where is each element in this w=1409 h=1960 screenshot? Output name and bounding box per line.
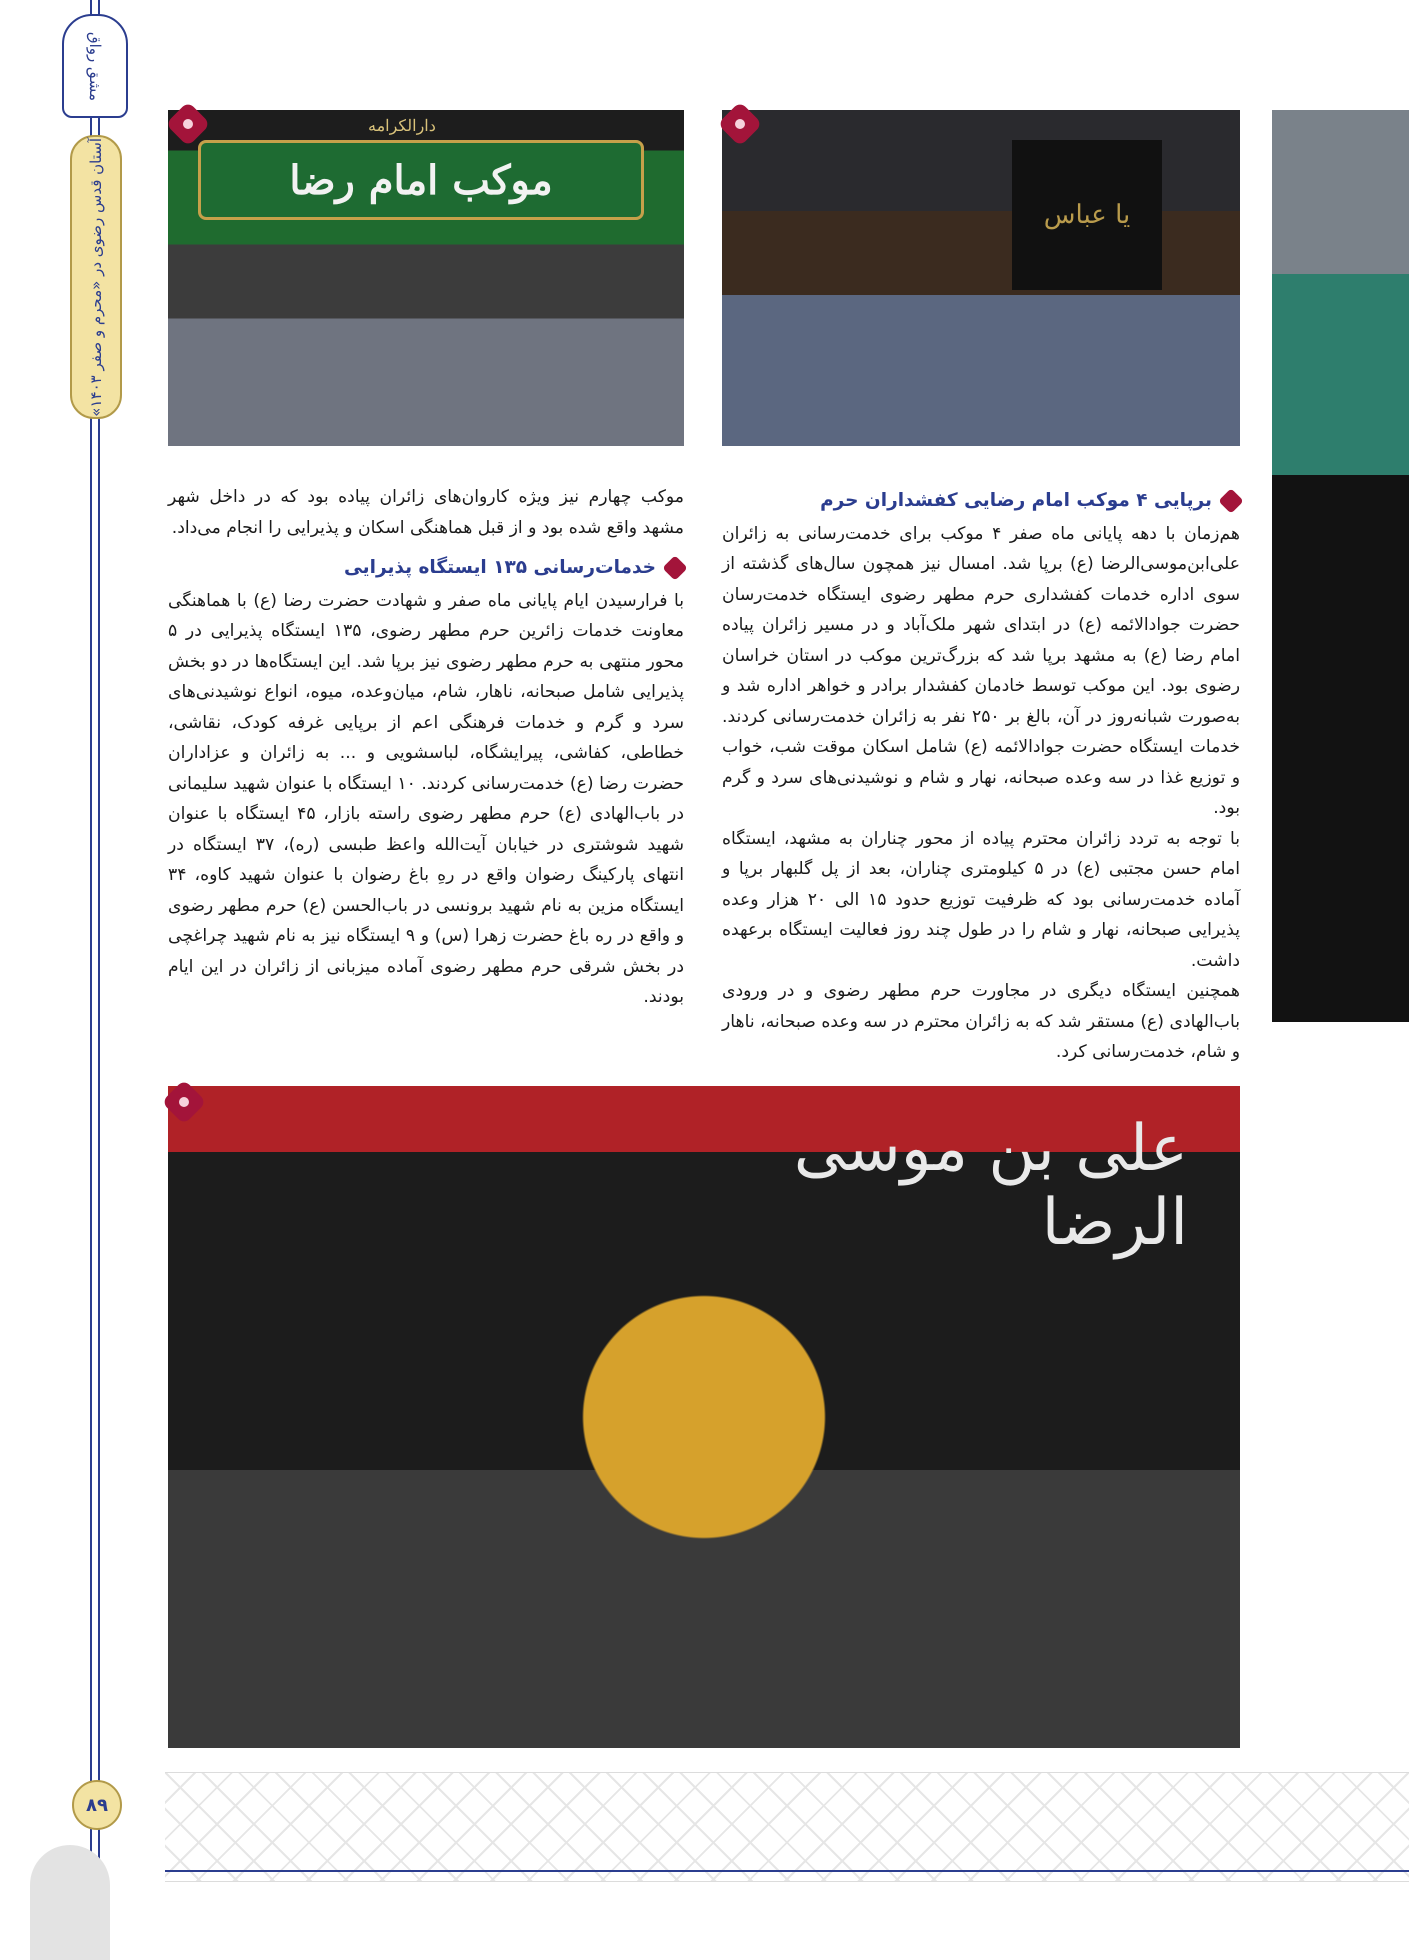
bottom-rule bbox=[165, 1870, 1409, 1872]
paragraph: هم‌زمان با دهه پایانی ماه صفر ۴ موکب برای خدمت‌رسانی به زائران علی‌ابن‌موسی‌الرضا (ع) برپا شد. امسال نیز همچون سال‌های گذشته از سوی اداره خدمات کفشداری حرم مطهر رضوی ایستگاه خدمت‌رسان حضرت جوادالائمه (ع) در ابتدای شهر ملک‌آباد و در مسیر زائران پیاده امام رضا (ع) به مشهد برپا شد که بزرگ‌ترین موکب در استان خراسان رضوی بود. این موکب توسط خادمان کفشدار برادر و خواهر اداره شد و به‌صورت شبانه‌روز در آن، بالغ بر ۲۵۰ نفر به زائران خدمت‌رسانی کردند. خدمات ایستگاه حضرت جوادالائمه (ع) شامل اسکان موقت شب، خواب و توزیع غذا در سه وعده صبحانه، نهار و شام و نوشیدنی‌های سرد و گرم بود. bbox=[722, 523, 1240, 818]
heading-bullet-icon bbox=[662, 556, 687, 581]
photo-tea-serving bbox=[168, 1086, 1240, 1748]
mokeb-banner bbox=[198, 140, 644, 220]
photo-food-service bbox=[722, 110, 1240, 446]
vertical-section-title: آستان قدس رضوی در «محرم و صفر ۱۴۰۳» bbox=[87, 137, 105, 417]
paragraph: موکب چهارم نیز ویژه کاروان‌های زائران پیاده بود که در داخل شهر مشهد واقع شده بود و از قبل هماهنگی اسکان و پذیرایی را انجام می‌داد. bbox=[168, 487, 684, 538]
bottom-ornament-band bbox=[165, 1772, 1409, 1882]
paragraph: با توجه به تردد زائران محترم پیاده از محور چناران به مشهد، ایستگاه امام حسن مجتبی (ع) در ۵ کیلومتری چناران، بعد از پل گلبهار برپا و آماده خدمت‌رسانی بود که ظرفیت توزیع حدود ۱۵ الی ۲۰ هزار وعده پذیرایی صبحانه، نهار و شام را در طول چند روز فعالیت ایستگاه برعهده داشت. bbox=[722, 828, 1240, 971]
heading-text: برپایی ۴ موکب امام رضایی کفشداران حرم bbox=[820, 490, 1212, 511]
abbas-banner bbox=[1012, 140, 1162, 290]
article-column-left bbox=[168, 482, 684, 1013]
logo-text: مشق رواق bbox=[86, 31, 104, 101]
photo-mokeb-imam-reza bbox=[168, 110, 684, 446]
rail-tab bbox=[30, 1845, 110, 1960]
paragraph: با فرارسیدن ایام پایانی ماه صفر و شهادت حضرت رضا (ع) با هماهنگی معاونت خدمات زائرین حرم مطهر رضوی، ۱۳۵ ایستگاه پذیرایی در ۵ محور منتهی به حرم مطهر رضوی نیز برپا شد. این ایستگاه‌ها در دو بخش پذیرایی شامل صبحانه، ناهار، شام، میان‌وعده، میوه، انواع نوشیدنی‌های سرد و گرم و خدمات فرهنگی اعم از برپایی غرفه کودک، نقاشی، خطاطی، کفاشی، پیرایشگاه، لباسشویی و ... به زائران و عزاداران حضرت رضا (ع) خدمت‌رسانی کردند. ۱۰ ایستگاه با عنوان شهید سلیمانی در باب‌الهادی (ع) حرم مطهر رضوی راسته بازار، ۴۵ ایستگاه با عنوان شهید شوشتری در خیابان آیت‌الله واعظ طبسی (ره)، ۳۷ ایستگاه در انتهای پارکینگ رضوان واقع در رهِ باغ رضوان با عنوان شهید کاوه، ۳۴ ایستگاه مزین به نام شهید برونسی در باب‌الحسن (ع) حرم مطهر رضوی و واقع در ره باغ حضرت زهرا (س) و ۹ ایستگاه نیز به نام شهید چراغچی در بخش شرقی حرم مطهر رضوی آماده میزبانی از زائران در این ایام بودند. bbox=[168, 590, 684, 1007]
abbas-banner-text: یا عباس bbox=[1043, 200, 1131, 230]
section-heading bbox=[168, 553, 684, 584]
mokeb-banner-text: موکب امام رضا bbox=[289, 156, 553, 204]
mokeb-sub-banner: دارالکرامه bbox=[368, 116, 436, 135]
magazine-logo bbox=[62, 14, 128, 118]
heading-bullet-icon bbox=[1218, 489, 1243, 514]
paragraph: همچنین ایستگاه دیگری در مجاورت حرم مطهر رضوی و در ورودی باب‌الهادی (ع) مستقر شد که به زائران محترم در سه وعده صبحانه، ناهار و شام، خدمت‌رسانی کرد. bbox=[722, 981, 1240, 1062]
calligraphy-banner-text: علی بن موسی الرضا bbox=[793, 1112, 1188, 1260]
photo-pilgrims-crowd bbox=[1272, 110, 1409, 1022]
heading-text: خدمات‌رسانی ۱۳۵ ایستگاه پذیرایی bbox=[343, 557, 656, 578]
calligraphy-banner bbox=[728, 1112, 1188, 1260]
section-heading bbox=[722, 486, 1240, 517]
article-column-right bbox=[722, 482, 1240, 1068]
page-number: ۸۹ bbox=[72, 1780, 122, 1830]
section-title-capsule bbox=[70, 135, 122, 419]
